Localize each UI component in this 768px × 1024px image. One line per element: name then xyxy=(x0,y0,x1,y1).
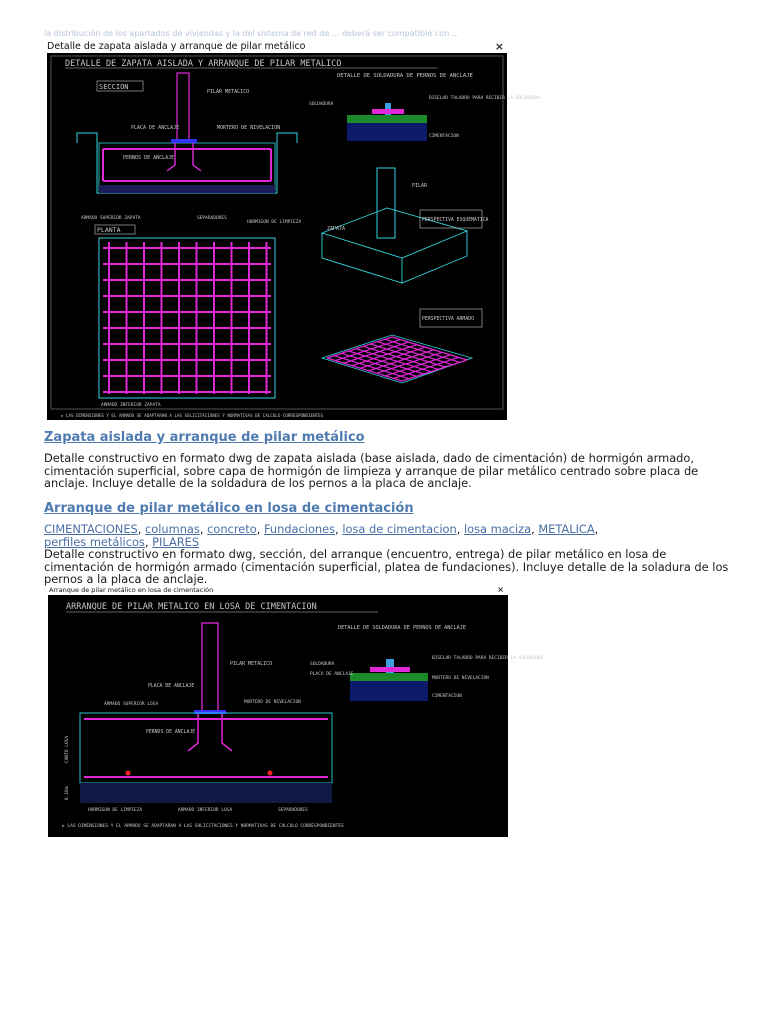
tag-list: CIMENTACIONES, columnas, concreto, Fundaciones, losa de cimentacion, losa maciza, METALICA, perfiles metálicos, PILARES xyxy=(44,522,599,549)
tag-link[interactable]: Fundaciones xyxy=(263,522,336,536)
label-bisel: BISELAR TALADRO PARA RECIBIR LA SOLDADURA xyxy=(432,656,544,661)
close-icon[interactable]: × xyxy=(497,585,504,594)
label-persp-armado: PERSPECTIVA ARMADO xyxy=(422,317,474,322)
label-soldadura: SOLDADURA xyxy=(310,662,335,667)
drawing-footnote: ► LAS DIMENSIONES Y EL ARMADO SE ADAPTARAN A LAS SOLICITACIONES Y NORMATIVAS DE CALCULO CORRESPONDIENTES xyxy=(61,413,324,418)
label-pilar-metalico: PILAR METALICO xyxy=(230,661,273,667)
label-dim-010: 0.10m xyxy=(65,786,70,800)
window-title: Detalle de zapata aislada y arranque de pilar metálico xyxy=(47,41,306,52)
drawing-title: ARRANQUE DE PILAR METALICO EN LOSA DE CIMENTACION xyxy=(66,602,317,612)
label-hormigon-limpieza: HORMIGON DE LIMPIEZA xyxy=(247,220,302,225)
paragraph-zapata: Detalle constructivo en formato dwg de zapata aislada (base aislada, dado de cimentación) de hormigón armado, cimentación superficial, sobre capa de hormigón de limpieza y arranque de pilar metálico centrado sobre placa de anclaje. Incluye detalle de la soldadura de los pernos a la placa de anclaje. xyxy=(44,451,699,490)
heading-zapata[interactable]: Zapata aislada y arranque de pilar metálico xyxy=(44,430,365,445)
label-hormigon-limpieza: HORMIGON DE LIMPIEZA xyxy=(88,808,143,813)
drawing-window-losa xyxy=(46,585,544,838)
label-cimentacion: CIMENTACION xyxy=(429,134,459,139)
label-mortero: MORTERO DE NIVELACION xyxy=(244,700,301,705)
tag-link[interactable]: losa de cimentacion xyxy=(342,522,457,536)
label-pernos: PERNOS DE ANCLAJE xyxy=(146,730,196,735)
drawing-title: DETALLE DE ZAPATA AISLADA Y ARRANQUE DE PILAR METALICO xyxy=(65,59,342,69)
label-armado-superior: ARMADO SUPERIOR LOSA xyxy=(104,702,159,707)
paragraph-losa: Detalle constructivo en formato dwg, sección, del arranque (encuentro, entrega) de pilar metálico en losa de cimentación de hormigón armado (cimentación superficial, platea de fundaciones). Incluye detalle de la soladura de los pernos a la placa de anclaje. xyxy=(44,547,729,586)
label-det-soldadura: DETALLE DE SOLDADURA DE PERNOS DE ANCLAJE xyxy=(338,625,467,631)
label-mortero: MORTERO DE NIVELACION xyxy=(217,125,281,131)
label-armado-superior: ARMADO SUPERIOR ZAPATA xyxy=(81,216,141,221)
label-soldadura: SOLDADURA xyxy=(309,102,334,107)
label-planta: PLANTA xyxy=(97,226,121,234)
window-title: Arranque de pilar metálico en losa de cimentación xyxy=(49,586,214,594)
tag-link[interactable]: losa maciza xyxy=(463,522,532,536)
label-canto-losa: CANTO LOSA xyxy=(65,735,70,763)
tag-link[interactable]: METALICA xyxy=(538,522,595,536)
window-titlebar xyxy=(46,586,508,595)
label-seccion: SECCION xyxy=(99,83,129,91)
label-cimentacion: CIMENTACION xyxy=(432,694,462,699)
cad-drawing-zapata xyxy=(47,53,541,420)
close-icon[interactable]: × xyxy=(494,40,504,53)
tag-link[interactable]: PILARES xyxy=(152,534,200,549)
label-persp-esquematica: PERSPECTIVA ESQUEMATICA xyxy=(422,218,489,223)
heading-losa[interactable]: Arranque de pilar metálico en losa de cimentación xyxy=(44,501,414,516)
label-bisel: BISELAR TALADRO PARA RECIBIR LA SOLDADURA xyxy=(429,96,541,101)
drawing-footnote: ► LAS DIMENSIONES Y EL ARMADO SE ADAPTARAN A LAS SOLICITACIONES Y NORMATIVAS DE CALCULO CORRESPONDIENTES xyxy=(62,824,344,829)
label-armado-inferior: ARMADO INFERIOR LOSA xyxy=(178,808,233,813)
label-armado-inferior: ARMADO INFERIOR ZAPATA xyxy=(101,403,161,408)
label-pilar-metalico: PILAR METALICO xyxy=(207,89,250,95)
tag-link[interactable]: concreto xyxy=(207,522,257,536)
label-mortero-det: MORTERO DE NIVELACION xyxy=(432,676,489,681)
label-zapata: ZAPATA xyxy=(327,226,346,232)
label-separadores: SEPARADORES xyxy=(197,216,227,221)
label-placa-anclaje-det: PLACA DE ANCLAJE xyxy=(310,672,354,677)
label-det-soldadura: DETALLE DE SOLDADURA DE PERNOS DE ANCLAJE xyxy=(337,73,473,79)
cad-drawing-losa xyxy=(48,595,544,837)
label-placa-anclaje: PLACA DE ANCLAJE xyxy=(148,684,195,689)
tag-link[interactable]: CIMENTACIONES xyxy=(44,522,138,536)
label-placa-anclaje: PLACA DE ANCLAJE xyxy=(131,125,180,131)
label-separadores: SEPARADORES xyxy=(278,808,308,813)
background-text-strip: la distribución de los apartados de viviendas y la del sistema de red de ... deberá ser compatible con ... xyxy=(44,29,460,38)
window-titlebar xyxy=(44,40,508,53)
label-pilar: PILAR xyxy=(412,183,428,189)
drawing-window-zapata xyxy=(44,40,541,422)
tag-link[interactable]: perfiles metálicos xyxy=(44,534,145,549)
tag-link[interactable]: columnas xyxy=(145,522,200,536)
label-pernos: PERNOS DE ANCLAJE xyxy=(123,155,175,161)
